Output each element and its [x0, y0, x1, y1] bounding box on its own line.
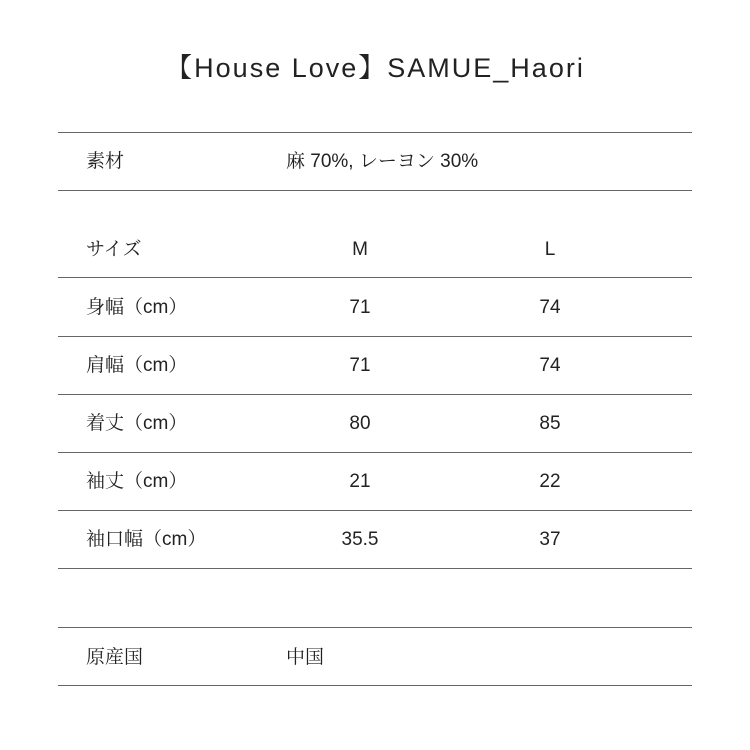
row-value-l: 85 — [539, 413, 561, 434]
row-label: 身幅（cm） — [86, 297, 188, 318]
divider — [58, 510, 692, 511]
product-title: 【House Love】SAMUE_Haori — [165, 53, 585, 83]
row-label: 袖口幅（cm） — [86, 529, 207, 550]
row-value-m: 35.5 — [341, 529, 379, 550]
material-label: 素材 — [86, 151, 125, 172]
divider — [58, 277, 692, 278]
material-value: 麻 70%, レーヨン 30% — [286, 151, 479, 172]
size-header-m: M — [352, 239, 368, 260]
divider — [58, 452, 692, 453]
row-value-m: 71 — [349, 355, 371, 376]
row-value-l: 74 — [539, 297, 561, 318]
divider — [58, 627, 692, 628]
row-value-l: 37 — [539, 529, 561, 550]
row-value-l: 22 — [539, 471, 561, 492]
size-header-label: サイズ — [86, 239, 142, 260]
row-value-m: 71 — [349, 297, 371, 318]
divider — [58, 190, 692, 191]
row-value-m: 80 — [349, 413, 371, 434]
row-value-l: 74 — [539, 355, 561, 376]
divider — [58, 568, 692, 569]
size-header-l: L — [544, 239, 556, 260]
row-label: 袖丈（cm） — [86, 471, 188, 492]
origin-label: 原産国 — [86, 647, 144, 668]
divider — [58, 394, 692, 395]
divider — [58, 336, 692, 337]
divider — [58, 685, 692, 686]
origin-value: 中国 — [286, 647, 325, 668]
row-label: 肩幅（cm） — [86, 355, 188, 376]
divider — [58, 132, 692, 133]
row-label: 着丈（cm） — [86, 413, 188, 434]
row-value-m: 21 — [349, 471, 371, 492]
